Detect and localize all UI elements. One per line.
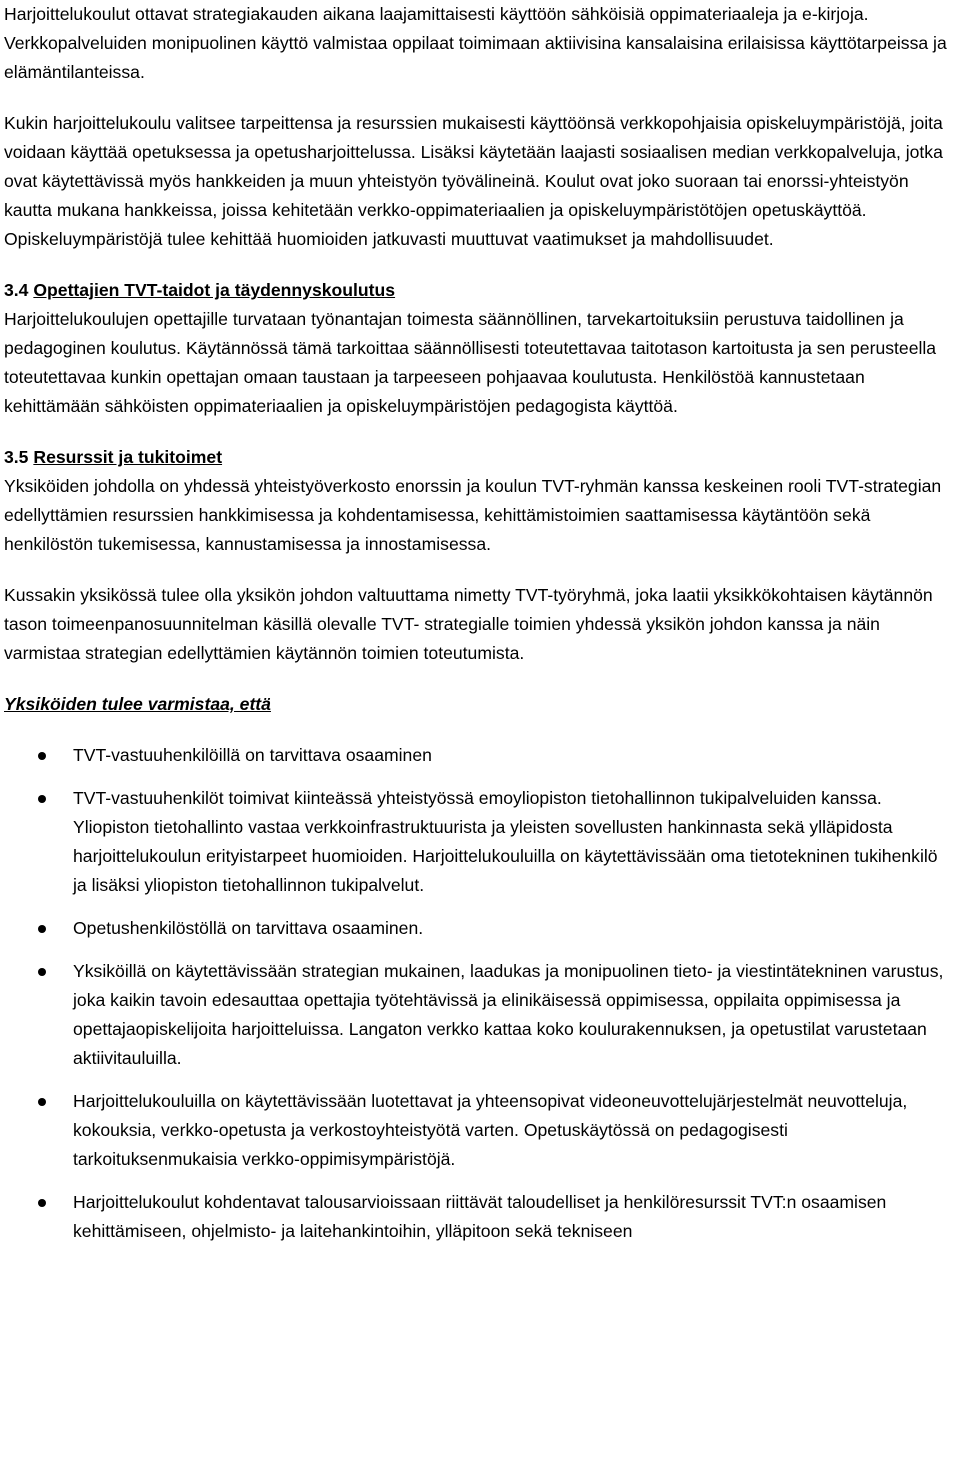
list-item-text: TVT-vastuuhenkilöillä on tarvittava osaaminen bbox=[73, 745, 432, 765]
list-item bbox=[4, 914, 956, 943]
section-3-4-body: Harjoittelukoulujen opettajille turvataan työnantajan toimesta säännöllinen, tarvekartoituksiin perustuva taidollinen ja pedagoginen koulutus. Käytännössä tämä tarkoittaa säännöllisesti toteutettavaa taitotason kartoitusta ja sen perusteella toteutettavaa kunkin opettajan omaan taustaan ja tarpeeseen pohjaavaa koulutusta. Henkilöstöä kannustetaan kehittämään sähköisten oppimateriaalien ja opiskeluympäristöjen pedagogista käyttöä. bbox=[4, 309, 937, 416]
section-3-5-number: 3.5 bbox=[4, 447, 29, 467]
bullet-icon bbox=[38, 968, 46, 976]
section-3-4-heading bbox=[4, 276, 956, 305]
list-item-text: Opetushenkilöstöllä on tarvittava osaaminen. bbox=[73, 918, 424, 938]
list-item-text: TVT-vastuuhenkilöt toimivat kiinteässä yhteistyössä emoyliopiston tietohallinnon tukipalveluiden kanssa. Yliopiston tietohallinto vastaa verkkoinfrastruktuurista ja yleisten sovellusten hankinnasta sekä ylläpidosta harjoittelukoulun erityistarpeet huomioiden. Harjoittelukouluilla on käytettävissään oma tietotekninen tukihenkilö ja lisäksi yliopiston tietohallinnon tukipalvelut. bbox=[73, 788, 938, 895]
section-3-5-heading bbox=[4, 443, 956, 472]
paragraph-environments: Kukin harjoittelukoulu valitsee tarpeittensa ja resurssien mukaisesti käyttöönsä verkkopohjaisia opiskeluympäristöjä, joita voidaan käyttää opetuksessa ja opetusharjoittelussa. Lisäksi käytetään laajasti sosiaalisen median verkkopalveluja, jotka ovat käytettävissä myös hankkeiden ja muun yhteistyön työvälineinä. Koulut ovat joko suoraan tai enorssi-yhteistyön kautta mukana hankkeissa, joissa kehitetään verkko-oppimateriaalien ja opiskeluympäristötöjen opetuskäyttöä. Opiskeluympäristöjä tulee kehittää huomioiden jatkuvasti muuttuvat vaatimukset ja mahdollisuudet. bbox=[4, 113, 943, 249]
list-item bbox=[4, 1188, 956, 1246]
requirements-list bbox=[4, 741, 956, 1246]
bullet-icon bbox=[38, 752, 46, 760]
bullet-icon bbox=[38, 795, 46, 803]
list-item-text: Yksiköillä on käytettävissään strategian mukainen, laadukas ja monipuolinen tieto- ja viestintätekninen varustus, joka kaikin tavoin edesauttaa opettajia työtehtävissä ja elinikäisessä oppimisessa, oppilaita oppimisessa ja opettajaopiskelijoita harjoitteluissa. Langaton verkko kattaa koko koulurakennuksen, ja opetustilat varustetaan aktiivitauluilla. bbox=[73, 961, 944, 1068]
list-item-text: Harjoittelukouluilla on käytettävissään luotettavat ja yhteensopivat videoneuvottelujärjestelmät neuvotteluja, kokouksia, verkko-opetusta ja verkostoyhteistyötä varten. Opetuskäytössä on pedagogisesti tarkoituksenmukaisia verkko-oppimisympäristöjä. bbox=[73, 1091, 908, 1169]
bullet-icon bbox=[38, 1199, 46, 1207]
list-item bbox=[4, 784, 956, 900]
section-3-5-body-1: Yksiköiden johdolla on yhdessä yhteistyöverkosto enorssin ja koulun TVT-ryhmän kanssa keskeinen rooli TVT-strategian edellyttämien resurssien hankkimisessa ja kohdentamisessa, kehittämistoimien saattamisessa käytäntöön sekä henkilöstön tukemisessa, kannustamisessa ja innostamisessa. bbox=[4, 476, 942, 554]
bullet-icon bbox=[38, 925, 46, 933]
section-3-5-title: Resurssit ja tukitoimet bbox=[33, 447, 223, 467]
list-item bbox=[4, 741, 956, 770]
document-page bbox=[4, 0, 956, 1246]
list-item bbox=[4, 957, 956, 1073]
paragraph-intro: Harjoittelukoulut ottavat strategiakauden aikana laajamittaisesti käyttöön sähköisiä oppimateriaaleja ja e-kirjoja. Verkkopalveluiden monipuolinen käyttö valmistaa oppilaat toimimaan aktiivisina kansalaisina erilaisissa käyttötarpeissa ja elämäntilanteissa. bbox=[4, 4, 947, 82]
section-3-5-body-2: Kussakin yksikössä tulee olla yksikön johdon valtuuttama nimetty TVT-työryhmä, joka laatii yksikkökohtaisen käytännön tason toimeenpanosuunnitelman käsillä olevalle TVT- strategialle toimien yhdessä yksikön johdon kanssa ja näin varmistaa strategian edellyttämien käytännön toimien toteutumista. bbox=[4, 585, 933, 663]
list-item bbox=[4, 1087, 956, 1174]
subheading-requirements: Yksiköiden tulee varmistaa, että bbox=[4, 694, 271, 714]
bullet-icon bbox=[38, 1098, 46, 1106]
section-3-4-number: 3.4 bbox=[4, 280, 29, 300]
list-item-text: Harjoittelukoulut kohdentavat talousarvioissaan riittävät taloudelliset ja henkilöresurssit TVT:n osaamisen kehittämiseen, ohjelmisto- ja laitehankintoihin, ylläpitoon sekä tekniseen bbox=[73, 1192, 887, 1241]
section-3-4-title: Opettajien TVT-taidot ja täydennyskoulutus bbox=[33, 280, 396, 300]
